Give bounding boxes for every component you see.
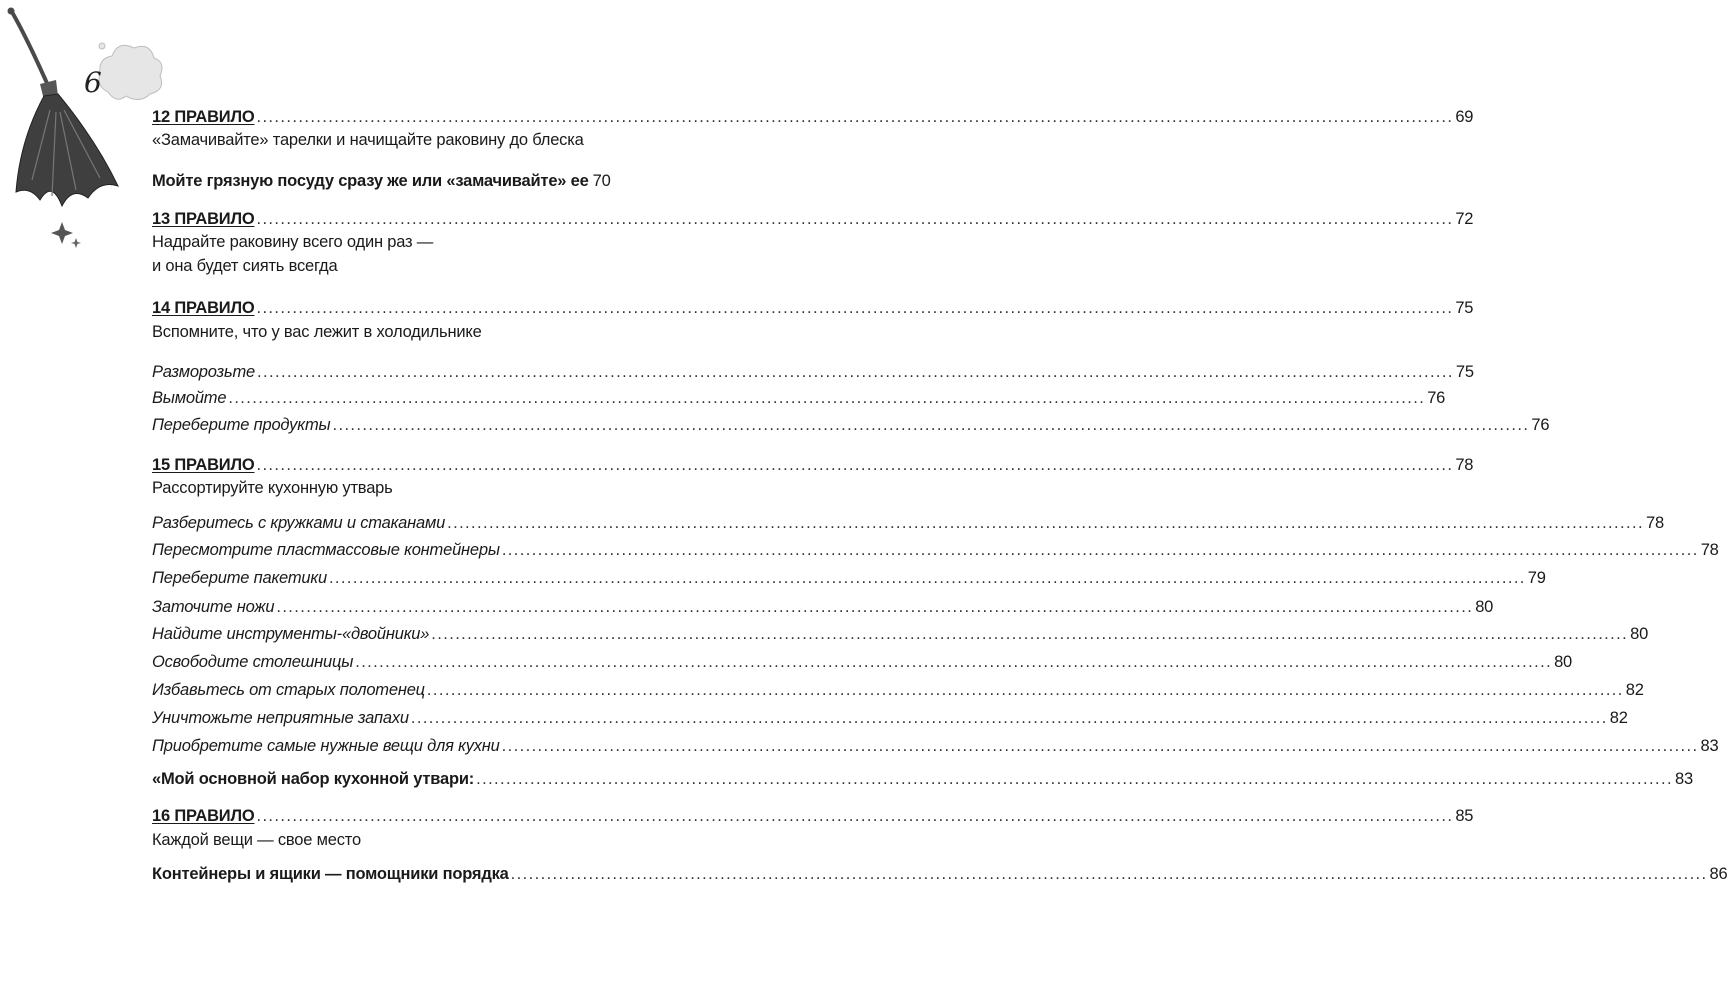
toc-page-number: 83	[1674, 770, 1693, 788]
toc-entry[interactable]	[152, 705, 1628, 731]
toc-entry-title: «Мой основной набор кухонной утвари:	[152, 770, 475, 788]
toc-leader-dots: ........................................................................................................................................................................................................	[228, 389, 1426, 407]
toc-page-number: 78	[1700, 541, 1719, 559]
toc-page-number: 70	[592, 172, 611, 190]
toc-page-number: 69	[1455, 108, 1474, 126]
toc-entry-title: 14 ПРАВИЛО	[152, 299, 255, 317]
toc-page-number: 85	[1455, 807, 1474, 825]
toc-subtitle: Вспомните, что у вас лежит в холодильнике	[152, 323, 482, 341]
toc-entry-title: Переберите продукты	[152, 416, 331, 434]
toc-leader-dots: ........................................................................................................................................................................................................	[476, 770, 1673, 788]
toc-leader-dots: ........................................................................................................................................................................................................	[257, 363, 1454, 381]
toc-entry[interactable]	[152, 510, 1664, 536]
toc-entry[interactable]	[152, 733, 1719, 759]
toc-page-number: 82	[1625, 681, 1644, 699]
toc-entry-title: Переберите пакетики	[152, 569, 327, 587]
toc-entry[interactable]	[152, 621, 1649, 647]
toc-rule-heading[interactable]	[152, 206, 1474, 232]
toc-entry-title: Заточите ножи	[152, 598, 275, 616]
toc-leader-dots: ........................................................................................................................................................................................................	[355, 653, 1553, 671]
toc-entry[interactable]	[152, 861, 1727, 887]
toc-entry-title: Найдите инструменты-«двойники»	[152, 625, 430, 643]
toc-leader-dots: ........................................................................................................................................................................................................	[328, 569, 1526, 587]
toc-leader-dots: ........................................................................................................................................................................................................	[410, 709, 1608, 727]
toc-entry[interactable]	[152, 677, 1644, 703]
toc-entry-title: Мойте грязную посуду сразу же или «замачивайте» ее	[152, 172, 589, 190]
toc-page-number: 78	[1645, 514, 1664, 532]
toc-page-number: 82	[1609, 709, 1628, 727]
toc-page-number: 76	[1531, 416, 1550, 434]
toc-page-number: 80	[1630, 625, 1649, 643]
toc-entry[interactable]	[152, 537, 1719, 563]
toc-leader-dots: ........................................................................................................................................................................................................	[501, 737, 1699, 755]
toc-entry-title: Контейнеры и ящики — помощники порядка	[152, 865, 509, 883]
toc-rule-heading[interactable]	[152, 803, 1474, 829]
toc-rule-heading[interactable]	[152, 104, 1474, 130]
toc-page-number: 75	[1455, 299, 1474, 317]
toc-leader-dots: ........................................................................................................................................................................................................	[256, 299, 1454, 317]
toc-page-number: 79	[1527, 569, 1546, 587]
toc-entry[interactable]	[152, 594, 1494, 620]
toc-entry-title: 16 ПРАВИЛО	[152, 807, 255, 825]
toc-leader-dots: ........................................................................................................................................................................................................	[447, 514, 1644, 532]
toc-page-number: 75	[1455, 363, 1474, 381]
toc-page-number: 76	[1427, 389, 1446, 407]
toc-rule-heading[interactable]	[152, 295, 1474, 321]
toc-leader-dots: ........................................................................................................................................................................................................	[510, 865, 1708, 883]
toc-leader-dots: ........................................................................................................................................................................................................	[332, 416, 1530, 434]
toc-entry[interactable]	[152, 649, 1573, 675]
toc-leader-dots: ........................................................................................................................................................................................................	[431, 625, 1629, 643]
toc-page-number: 78	[1455, 456, 1474, 474]
toc-entry[interactable]	[152, 359, 1474, 385]
toc-leader-dots: ........................................................................................................................................................................................................	[256, 456, 1454, 474]
toc-subtitle: и она будет сиять всегда	[152, 257, 338, 275]
toc-subtitle: Надрайте раковину всего один раз —	[152, 233, 434, 251]
toc-leader-dots: ........................................................................................................................................................................................................	[256, 210, 1454, 228]
toc-leader-dots: ........................................................................................................................................................................................................	[276, 598, 1474, 616]
toc-entry[interactable]	[152, 766, 1693, 792]
toc-leader-dots: ........................................................................................................................................................................................................	[256, 108, 1454, 126]
toc-entry-title: 12 ПРАВИЛО	[152, 108, 255, 126]
toc-subtitle: «Замачивайте» тарелки и начищайте раковину до блеска	[152, 131, 584, 149]
toc-leader-dots: ........................................................................................................................................................................................................	[501, 541, 1699, 559]
toc-page-number: 86	[1709, 865, 1727, 883]
toc-entry-title: Вымойте	[152, 389, 227, 407]
toc-entry[interactable]	[152, 168, 611, 194]
toc-leader-dots: ........................................................................................................................................................................................................	[426, 681, 1624, 699]
toc-page-number: 80	[1554, 653, 1573, 671]
toc-entry-title: Разморозьте	[152, 363, 256, 381]
toc-entry-title: Уничтожьте неприятные запахи	[152, 709, 409, 727]
toc-entry-title: Освободите столешницы	[152, 653, 354, 671]
toc-entry-title: Разберитесь с кружками и стаканами	[152, 514, 446, 532]
toc-entry-title: 15 ПРАВИЛО	[152, 456, 255, 474]
toc-entry-title: 13 ПРАВИЛО	[152, 210, 255, 228]
toc-entry-title: Пересмотрите пластмассовые контейнеры	[152, 541, 500, 559]
toc-entry-title: Приобретите самые нужные вещи для кухни	[152, 737, 500, 755]
toc-rule-heading[interactable]	[152, 452, 1474, 478]
toc-entry[interactable]	[152, 565, 1546, 591]
toc-page-number: 80	[1475, 598, 1494, 616]
toc-subtitle: Рассортируйте кухонную утварь	[152, 479, 393, 497]
page-number: 6	[84, 66, 102, 99]
toc-page-number: 72	[1455, 210, 1474, 228]
toc-entry-title: Избавьтесь от старых полотенец	[152, 681, 425, 699]
toc-leader-dots: ........................................................................................................................................................................................................	[256, 807, 1454, 825]
toc-entry[interactable]	[152, 385, 1446, 411]
toc-entry[interactable]	[152, 412, 1550, 438]
toc-page-number: 83	[1700, 737, 1719, 755]
toc-subtitle: Каждой вещи — свое место	[152, 831, 361, 849]
